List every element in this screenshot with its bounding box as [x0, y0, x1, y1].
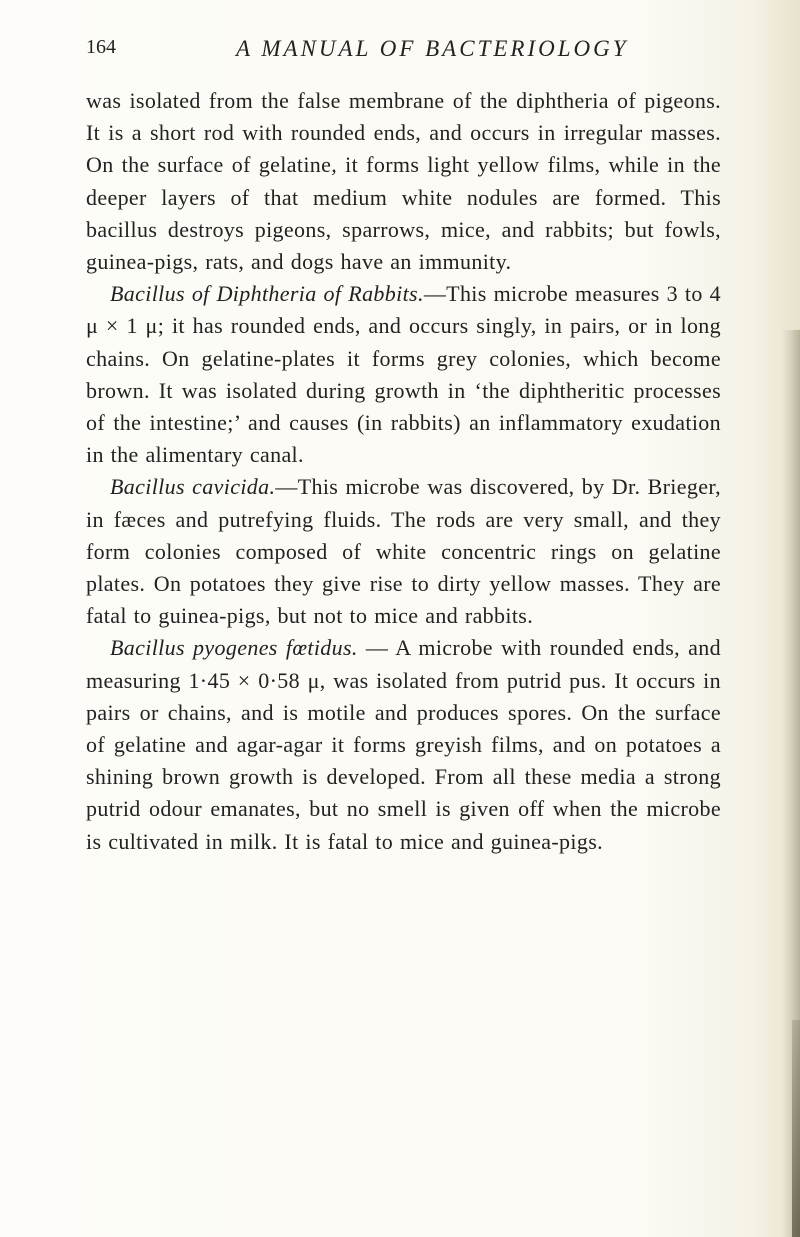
- section-title: Bacillus of Diphtheria of Rabbits.: [110, 281, 424, 307]
- paragraph-cavicida: [86, 471, 721, 632]
- section-title: Bacillus cavicida.: [110, 474, 276, 500]
- paragraph-text: —This microbe was discovered, by Dr. Brieger, in fæces and putrefying fluids. The rods are very small, and they form colonies composed of white concentric rings on gelatine plates. On potatoes they give rise to dirty yellow masses. They are fatal to guinea-pigs, but not to mice and rabbits.: [86, 474, 721, 629]
- body-text: [86, 85, 721, 858]
- page-header: [86, 36, 766, 76]
- paragraph-diphtheria-rabbits: [86, 278, 721, 471]
- paragraph-text: was isolated from the false membrane of the diphtheria of pigeons. It is a short rod with rounded ends, and occurs in irregular masses. On the surface of gelatine, it forms light yellow films, while in the deeper layers of that medium white nodules are formed. This bacillus destroys pigeons, sparrows, mice, and rabbits; but fowls, guinea-pigs, rats, and dogs have an immunity.: [86, 88, 721, 275]
- paragraph-text: — A microbe with rounded ends, and measuring 1·45 × 0·58 μ, was isolated from putrid pus. It occurs in pairs or chains, and is motile and produces spores. On the surface of gelatine and agar-agar it forms greyish films, and on potatoes a shining brown growth is developed. From all these media a strong putrid odour emanates, but no smell is given off when the microbe is cultivated in milk. It is fatal to mice and guinea-pigs.: [86, 635, 721, 854]
- page-number: 164: [86, 36, 116, 58]
- paragraph-pyogenes-foetidus: [86, 632, 721, 857]
- page-edge-dark: [792, 1020, 800, 1237]
- section-title: Bacillus pyogenes fœtidus.: [110, 635, 358, 661]
- running-head: A MANUAL OF BACTERIOLOGY: [236, 36, 629, 61]
- paragraph-continued: [86, 85, 721, 278]
- paragraph-text: —This microbe measures 3 to 4 μ × 1 μ; it has rounded ends, and occurs singly, in pairs, or in long chains. On gelatine-plates it forms grey colonies, which become brown. It was isolated during growth in ‘the diphtheritic processes of the intestine;’ and causes (in rabbits) an inflammatory exudation in the alimentary canal.: [86, 281, 721, 468]
